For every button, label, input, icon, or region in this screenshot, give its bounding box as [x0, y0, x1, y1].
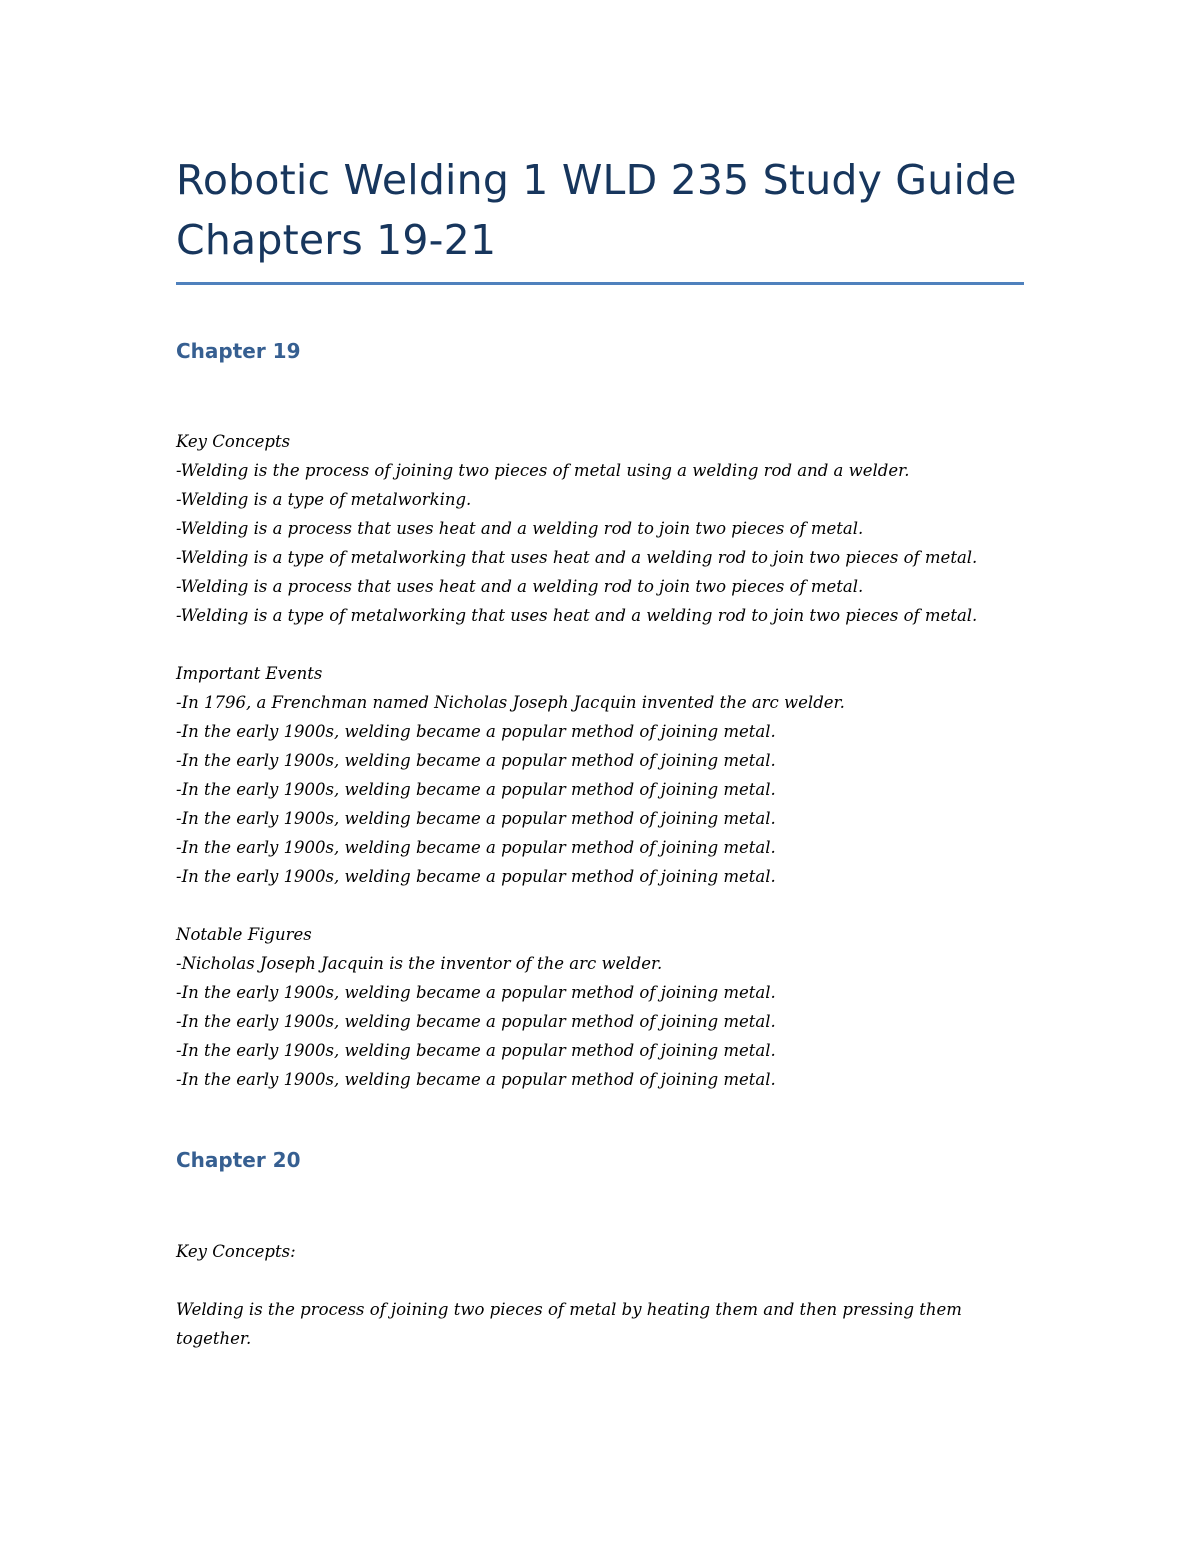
key-concept-line: -Welding is a process that uses heat and a welding rod to join two pieces of metal. [176, 519, 864, 538]
figure-line: -Nicholas Joseph Jacquin is the inventor of the arc welder. [176, 954, 663, 973]
figure-line: -In the early 1900s, welding became a popular method of joining metal. [176, 983, 776, 1002]
notable-figures-label: Notable Figures [176, 925, 312, 944]
event-line: -In 1796, a Frenchman named Nicholas Joseph Jacquin invented the arc welder. [176, 693, 845, 712]
important-events-label: Important Events [176, 664, 323, 683]
figure-line: -In the early 1900s, welding became a popular method of joining metal. [176, 1041, 776, 1060]
chapter-20-key-concepts [176, 1237, 1026, 1266]
key-concept-line: -Welding is a process that uses heat and a welding rod to join two pieces of metal. [176, 577, 864, 596]
chapter-19-important-events [176, 659, 1026, 891]
key-concept-line: -Welding is the process of joining two pieces of metal using a welding rod and a welder. [176, 461, 910, 480]
chapter-19-heading: Chapter 19 [176, 339, 301, 363]
event-line: -In the early 1900s, welding became a popular method of joining metal. [176, 867, 776, 886]
event-line: -In the early 1900s, welding became a popular method of joining metal. [176, 722, 776, 741]
event-line: -In the early 1900s, welding became a popular method of joining metal. [176, 809, 776, 828]
chapter-19-key-concepts [176, 427, 1026, 630]
chapter-20-paragraph: Welding is the process of joining two pieces of metal by heating them and then pressing them together. [176, 1300, 962, 1348]
key-concept-line: -Welding is a type of metalworking that uses heat and a welding rod to join two pieces of metal. [176, 548, 978, 567]
title-divider [176, 282, 1024, 285]
event-line: -In the early 1900s, welding became a popular method of joining metal. [176, 751, 776, 770]
page-title: Robotic Welding 1 WLD 235 Study Guide Chapters 19-21 [176, 156, 1017, 264]
chapter-20-heading: Chapter 20 [176, 1148, 301, 1172]
key-concepts-label: Key Concepts: [176, 1242, 296, 1261]
chapter-19-notable-figures [176, 920, 1026, 1094]
page-content [176, 150, 1026, 1353]
event-line: -In the early 1900s, welding became a popular method of joining metal. [176, 780, 776, 799]
key-concepts-label: Key Concepts [176, 432, 291, 451]
event-line: -In the early 1900s, welding became a popular method of joining metal. [176, 838, 776, 857]
key-concept-line: -Welding is a type of metalworking that uses heat and a welding rod to join two pieces of metal. [176, 606, 978, 625]
figure-line: -In the early 1900s, welding became a popular method of joining metal. [176, 1070, 776, 1089]
figure-line: -In the early 1900s, welding became a popular method of joining metal. [176, 1012, 776, 1031]
key-concept-line: -Welding is a type of metalworking. [176, 490, 472, 509]
